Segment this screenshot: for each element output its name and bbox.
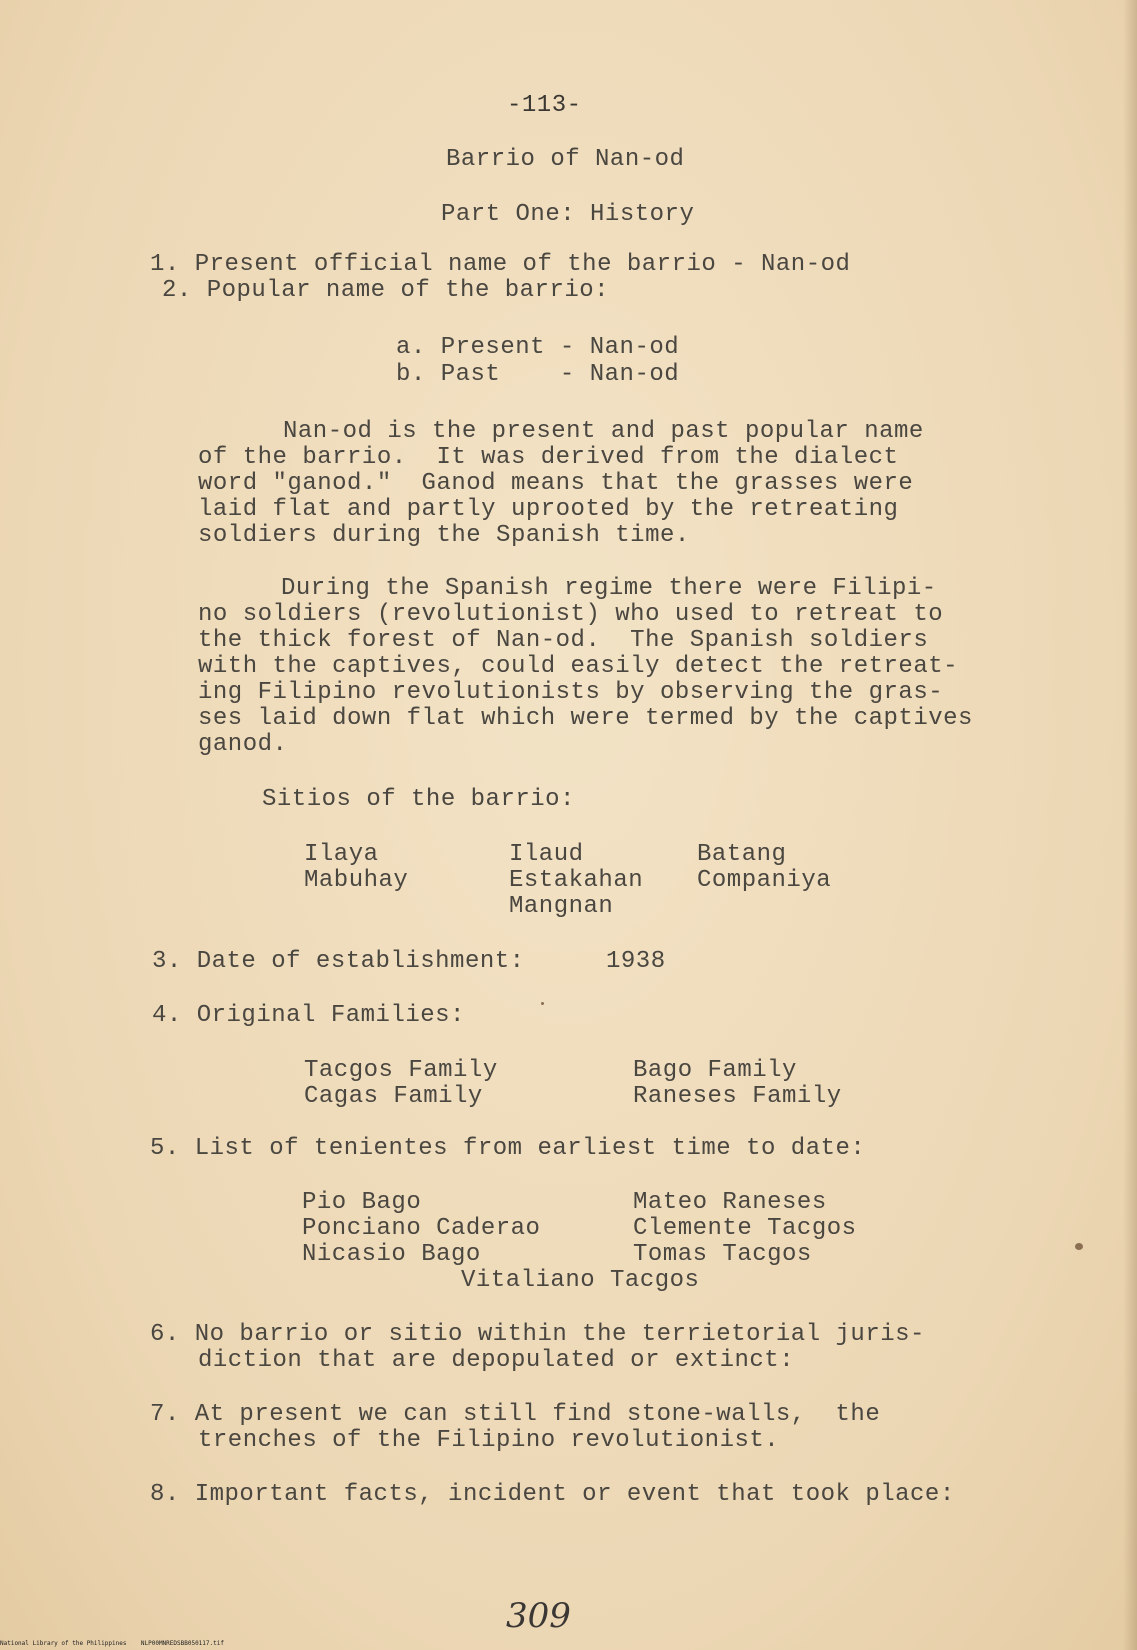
sitio-name: Mangnan <box>509 893 614 920</box>
family-name: Bago Family <box>633 1057 797 1084</box>
item-7-continued: trenches of the Filipino revolutionist. <box>198 1427 780 1454</box>
archive-footer: National Library of the Philippines NLP00MNREDSBB050117.tif <box>0 1640 224 1647</box>
section-subtitle: Part One: History <box>441 201 695 228</box>
item-2a: a. Present - Nan-od <box>396 334 680 361</box>
paragraph-line: with the captives, could easily detect the retreat- <box>198 653 959 680</box>
teniente-name: Mateo Raneses <box>633 1189 827 1216</box>
item-2: 2. Popular name of the barrio: <box>162 277 610 304</box>
sitio-name: Companiya <box>697 867 832 894</box>
paragraph-line: the thick forest of Nan-od. The Spanish soldiers <box>198 627 929 654</box>
family-name: Cagas Family <box>304 1083 483 1110</box>
item-6: 6. No barrio or sitio within the terrietorial juris- <box>150 1321 925 1348</box>
family-name: Raneses Family <box>633 1083 842 1110</box>
page-fold-shadow <box>1123 0 1137 1650</box>
teniente-name: Ponciano Caderao <box>302 1215 541 1242</box>
paragraph-line: ganod. <box>198 731 288 758</box>
teniente-name: Tomas Tacgos <box>633 1241 812 1268</box>
paragraph-line: of the barrio. It was derived from the dialect <box>198 444 899 471</box>
paragraph-line: Nan-od is the present and past popular name <box>283 418 924 445</box>
item-6-continued: diction that are depopulated or extinct: <box>198 1347 795 1374</box>
page-number: -113- <box>507 92 582 119</box>
handwritten-page-number: 309 <box>506 1596 571 1636</box>
establishment-year: 1938 <box>606 948 666 975</box>
item-2b: b. Past - Nan-od <box>396 361 680 388</box>
item-3: 3. Date of establishment: <box>152 948 525 975</box>
teniente-name: Nicasio Bago <box>302 1241 481 1268</box>
sitio-name: Estakahan <box>509 867 644 894</box>
paper-speck <box>1075 1243 1083 1250</box>
item-5: 5. List of tenientes from earliest time to date: <box>150 1135 866 1162</box>
item-8: 8. Important facts, incident or event that took place: <box>150 1481 955 1508</box>
sitio-name: Mabuhay <box>304 867 409 894</box>
paragraph-line: soldiers during the Spanish time. <box>198 522 690 549</box>
item-1: 1. Present official name of the barrio - Nan-od <box>150 251 851 278</box>
teniente-name: Pio Bago <box>302 1189 422 1216</box>
paragraph-line: no soldiers (revolutionist) who used to retreat to <box>198 601 944 628</box>
paper-speck <box>541 1002 544 1005</box>
sitio-name: Batang <box>697 841 787 868</box>
paragraph-line: laid flat and partly uprooted by the retreating <box>198 496 899 523</box>
item-4: 4. Original Families: <box>152 1002 465 1029</box>
paragraph-line: ing Filipino revolutionists by observing the gras- <box>198 679 944 706</box>
sitio-name: Ilaya <box>304 841 379 868</box>
sitio-name: Ilaud <box>509 841 584 868</box>
paragraph-line: During the Spanish regime there were Filipi- <box>281 575 937 602</box>
document-title: Barrio of Nan-od <box>446 146 685 173</box>
teniente-name: Vitaliano Tacgos <box>461 1267 700 1294</box>
paragraph-line: word "ganod." Ganod means that the grasses were <box>198 470 914 497</box>
family-name: Tacgos Family <box>304 1057 498 1084</box>
sitios-heading: Sitios of the barrio: <box>262 786 575 813</box>
paragraph-line: ses laid down flat which were termed by the captives <box>198 705 973 732</box>
item-7: 7. At present we can still find stone-walls, the <box>150 1401 881 1428</box>
teniente-name: Clemente Tacgos <box>633 1215 857 1242</box>
